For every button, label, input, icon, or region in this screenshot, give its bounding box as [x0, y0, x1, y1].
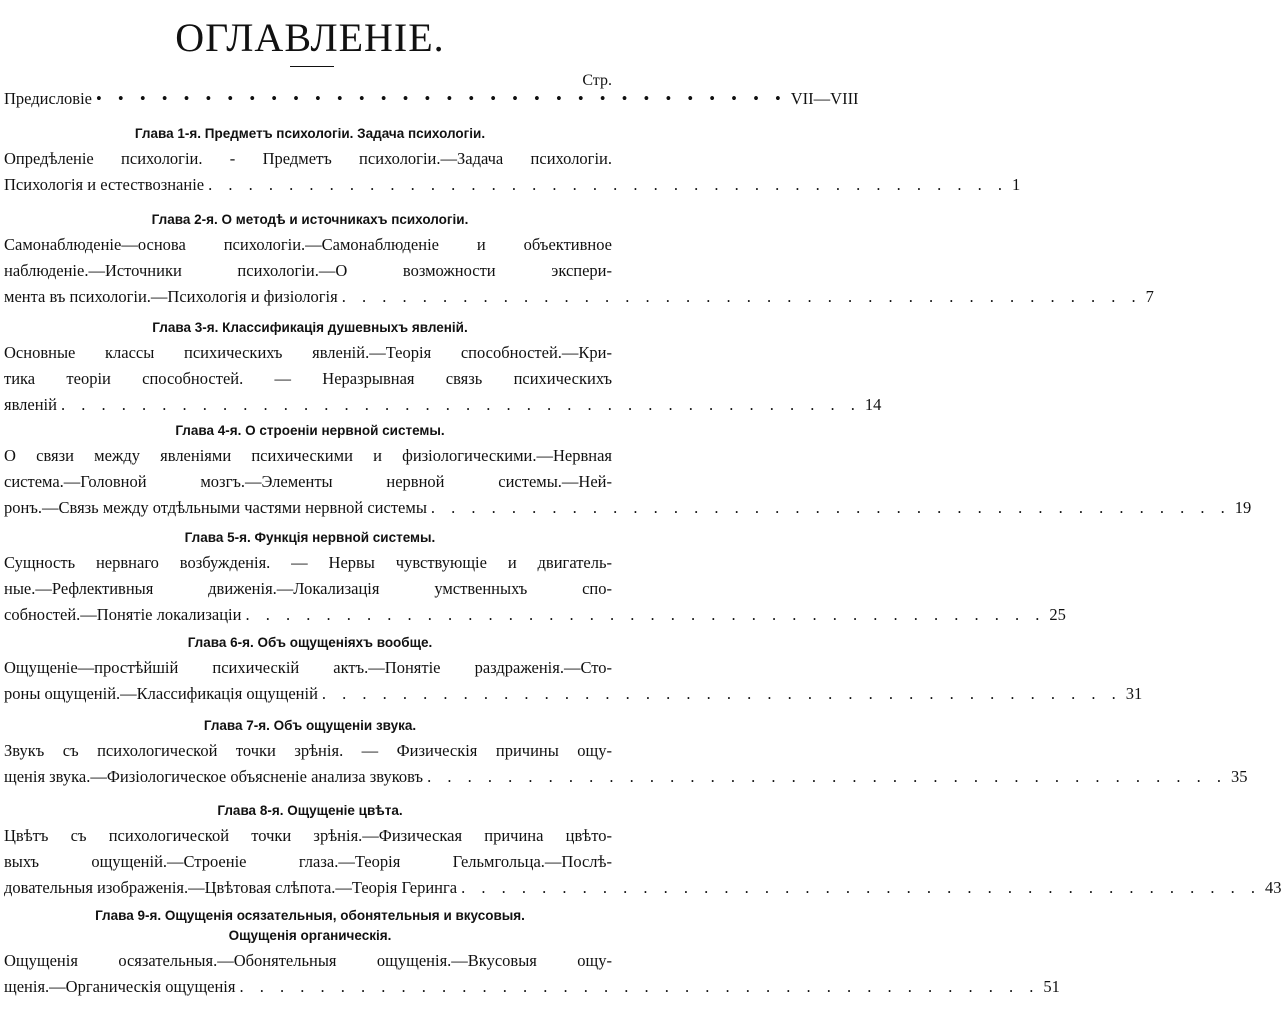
chapter-entry-line: система.—Головной мозгъ.—Элементы нервной системы.—Ней-: [4, 472, 612, 491]
chapter-entry-line: Сущность нервнаго возбужденія. — Нервы чувствующіе и двигатель-: [4, 553, 612, 572]
chapter-entry-last-line: [4, 392, 882, 418]
entry-text: явленій: [4, 395, 57, 414]
dot-leader: . . . . . . . . . . . . . . . . . . . . . . . . . . . . . . . . . . . . . . . .: [341, 287, 1142, 306]
chapter-heading: Глава 6-я. Объ ощущеніяхъ вообще.: [187, 635, 433, 650]
chapter-entry-line: Основные классы психическихъ явленій.—Теорія способностей.—Кри-: [4, 343, 612, 362]
chapter-heading: Глава 5-я. Функція нервной системы.: [184, 530, 436, 545]
dot-leader: . . . . . . . . . . . . . . . . . . . . . . . . . . . . . . . . . . . . . . . .: [245, 605, 1046, 624]
dot-leader: . . . . . . . . . . . . . . . . . . . . . . . . . . . . . . . . . . . . . . . .: [430, 498, 1231, 517]
chapter-heading: Глава 7-я. Объ ощущеніи звука.: [203, 718, 417, 733]
chapter-entry-line: тика теоріи способностей. — Неразрывная связь психическихъ: [4, 369, 612, 388]
chapter-entry-last-line: [4, 602, 1066, 628]
chapter-entry-last-line: [4, 172, 1021, 198]
chapter-entry-line: выхъ ощущеній.—Строеніе глаза.—Теорія Гельмгольца.—Послѣ-: [4, 852, 612, 871]
chapter-entry-line: Ощущеніе—простѣйшій психическій актъ.—Понятіе раздраженія.—Сто-: [4, 658, 612, 677]
chapter-entry-line: Звукъ съ психологической точки зрѣнія. — Физическія причины ощу-: [4, 741, 612, 760]
dot-leader: . . . . . . . . . . . . . . . . . . . . . . . . . . . . . . . . . . . . . . . .: [208, 175, 1008, 194]
chapter-entry-line: Цвѣтъ съ психологической точки зрѣнія.—Физическая причина цвѣто-: [4, 826, 612, 845]
entry-text: довательныя изображенія.—Цвѣтовая слѣпота.—Теорія Геринга: [4, 878, 458, 897]
dot-leader: • • • • • • • • • • • • • • • • • • • • • • • • • • • • • • • •: [96, 89, 787, 108]
page-number: 43: [1264, 878, 1281, 897]
entry-text: собностей.—Понятіе локализаціи: [4, 605, 242, 624]
chapter-entry-last-line: [4, 284, 1154, 310]
chapter-entry-line: наблюденіе.—Источники психологіи.—О возможности экспери-: [4, 261, 612, 280]
chapter-heading: Глава 1-я. Предметъ психологіи. Задача психологіи.: [134, 126, 486, 141]
page-number: 19: [1234, 498, 1252, 517]
page-number: 7: [1145, 287, 1154, 306]
entry-text: щенія.—Органическія ощущенія: [4, 977, 236, 996]
page-column-label: Стр.: [582, 72, 612, 89]
chapter-entry-last-line: [4, 974, 1060, 1000]
entry-text: мента въ психологіи.—Психологія и физіологія: [4, 287, 338, 306]
entry-text: Предисловіе: [4, 89, 93, 108]
dot-leader: . . . . . . . . . . . . . . . . . . . . . . . . . . . . . . . . . . . . . . . .: [427, 767, 1227, 786]
chapter-entry-line: О связи между явленіями психическими и физіологическими.—Нервная: [4, 446, 612, 465]
dot-leader: . . . . . . . . . . . . . . . . . . . . . . . . . . . . . . . . . . . . . . . .: [60, 395, 861, 414]
entry-text: ронъ.—Связь между отдѣльными частями нервной системы: [4, 498, 427, 517]
chapter-entry-last-line: [4, 875, 1281, 901]
page-number: 31: [1125, 684, 1143, 703]
page-number: 1: [1011, 175, 1021, 194]
chapter-entry-last-line: [4, 681, 1143, 707]
entry-text: роны ощущеній.—Классификація ощущеній: [4, 684, 318, 703]
chapter-heading: Глава 2-я. О методѣ и источникахъ психологіи.: [151, 212, 469, 227]
page-number: VII—VIII: [790, 89, 859, 108]
chapter-heading: Глава 8-я. Ощущеніе цвѣта.: [217, 803, 403, 818]
chapter-entry-last-line: [4, 495, 1252, 521]
dot-leader: . . . . . . . . . . . . . . . . . . . . . . . . . . . . . . . . . . . . . . . .: [461, 878, 1261, 897]
chapter-entry-line: Ощущенія осязательныя.—Обонятельныя ощущенія.—Вкусовыя ощу-: [4, 951, 612, 970]
page-number: 14: [864, 395, 882, 414]
dot-leader: . . . . . . . . . . . . . . . . . . . . . . . . . . . . . . . . . . . . . . . .: [239, 977, 1040, 996]
chapter-entry-line: Самонаблюденіе—основа психологіи.—Самонаблюденіе и объективное: [4, 235, 612, 254]
page-number: 25: [1049, 605, 1066, 624]
chapter-heading: Глава 4-я. О строеніи нервной системы.: [175, 423, 445, 438]
chapter-heading: Глава 9-я. Ощущенія осязательныя, обонятельныя и вкусовыя. Ощущенія органическія.: [95, 908, 525, 943]
chapter-heading: Глава 3-я. Классификація душевныхъ явленій.: [152, 320, 468, 335]
title-rule: [290, 66, 334, 67]
chapter-entry-last-line: [4, 764, 1248, 790]
dot-leader: . . . . . . . . . . . . . . . . . . . . . . . . . . . . . . . . . . . . . . . .: [321, 684, 1122, 703]
page-number: 51: [1043, 977, 1060, 996]
entry-text: Психологія и естествознаніе: [4, 175, 205, 194]
chapter-entry-line: ные.—Рефлективныя движенія.—Локализація умственныхъ спо-: [4, 579, 612, 598]
chapter-entry-line: Опредѣленіе психологіи. - Предметъ психологіи.—Задача психологіи.: [4, 149, 612, 168]
entry-text: щенія звука.—Физіологическое объясненіе анализа звуковъ: [4, 767, 424, 786]
page-number: 35: [1230, 767, 1248, 786]
preface-entry: [4, 86, 859, 112]
page-title: ОГЛАВЛЕНІЕ.: [175, 15, 445, 60]
